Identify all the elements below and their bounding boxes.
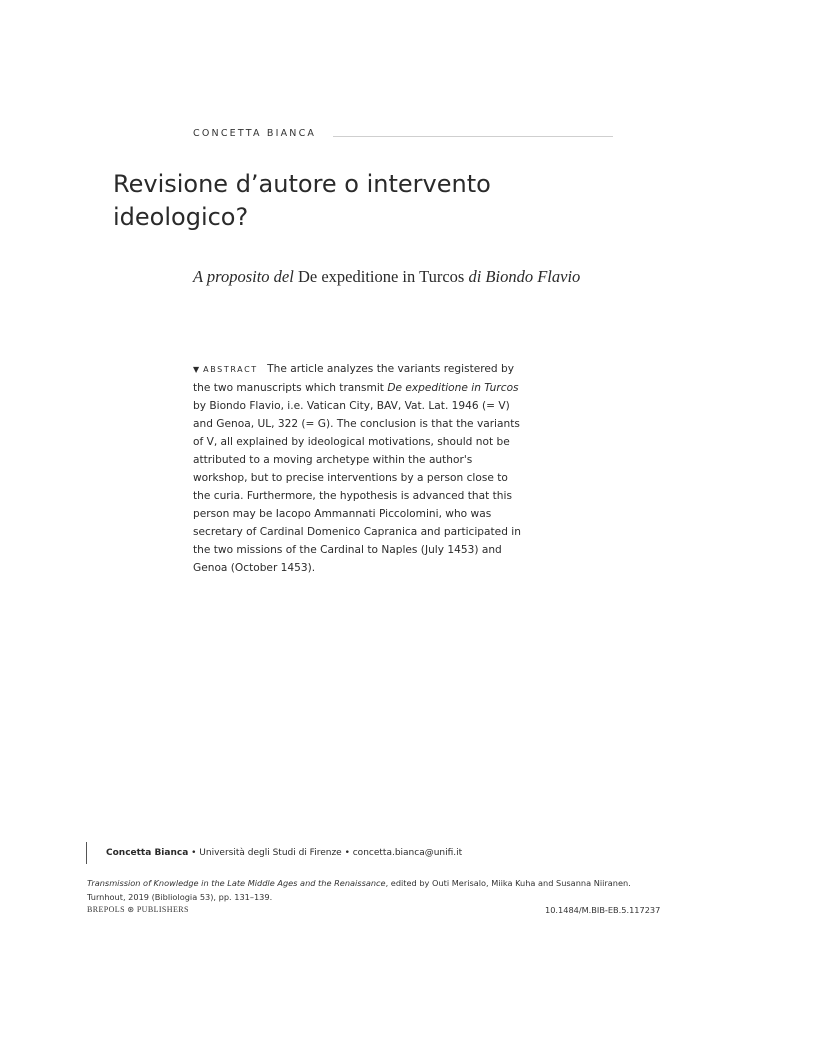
article-subtitle [193,267,633,287]
abstract-work-title: De expeditione in Turcos [387,382,519,394]
title-line-2: ideologico? [113,203,249,231]
abstract [193,360,523,577]
article-title [113,168,573,234]
abstract-label: ABSTRACT [203,365,258,374]
header-rule [333,136,613,137]
title-line-1: Revisione d’autore o intervento [113,170,491,198]
book-citation [87,876,687,904]
author-affiliation [106,848,462,858]
affiliation-name: Concetta Bianca [106,848,189,858]
author-header: CONCETTA BIANCA [193,128,317,139]
publisher-logo: BREPOLS ⊛ PUBLISHERS [87,905,189,914]
affiliation-bar [86,842,87,864]
citation-book-title: Transmission of Knowledge in the Late Middle Ages and the Renaissance [87,878,386,888]
citation-imprint: Turnhout, 2019 (Bibliologia 53), pp. 131–139. [87,892,273,902]
subtitle-part-3: di Biondo Flavio [468,267,581,286]
triangle-down-icon: ▼ [193,365,200,374]
subtitle-part-1: A proposito del [193,267,294,286]
citation-editors: , edited by Outi Merisalo, Miika Kuha and Susanna Niiranen. [385,878,631,888]
abstract-text-2: by Biondo Flavio, i.e. Vatican City, BAV, Vat. Lat. 1946 (= V) and Genoa, UL, 322 (= G). The conclusion is that the variants of V, all explained by ideological motivations, should not be attributed to a moving archetype within the author's workshop, but to precise interventions by a person close to the curia. Furthermore, the hypothesis is advanced that this person may be Iacopo Ammannati Piccolomini, who was secretary of Cardinal Domenico Capranica and participated in the two missions of the Cardinal to Naples (July 1453) and Genoa (October 1453). [193,400,521,574]
subtitle-work-title: De expeditione in Turcos [297,267,465,286]
doi: 10.1484/M.BIB-EB.5.117237 [545,905,661,915]
abstract-text-1: The article analyzes the variants registered by the two manuscripts which transmit [193,363,514,394]
affiliation-details: • Università degli Studi di Firenze • concetta.bianca@unifi.it [188,848,463,858]
